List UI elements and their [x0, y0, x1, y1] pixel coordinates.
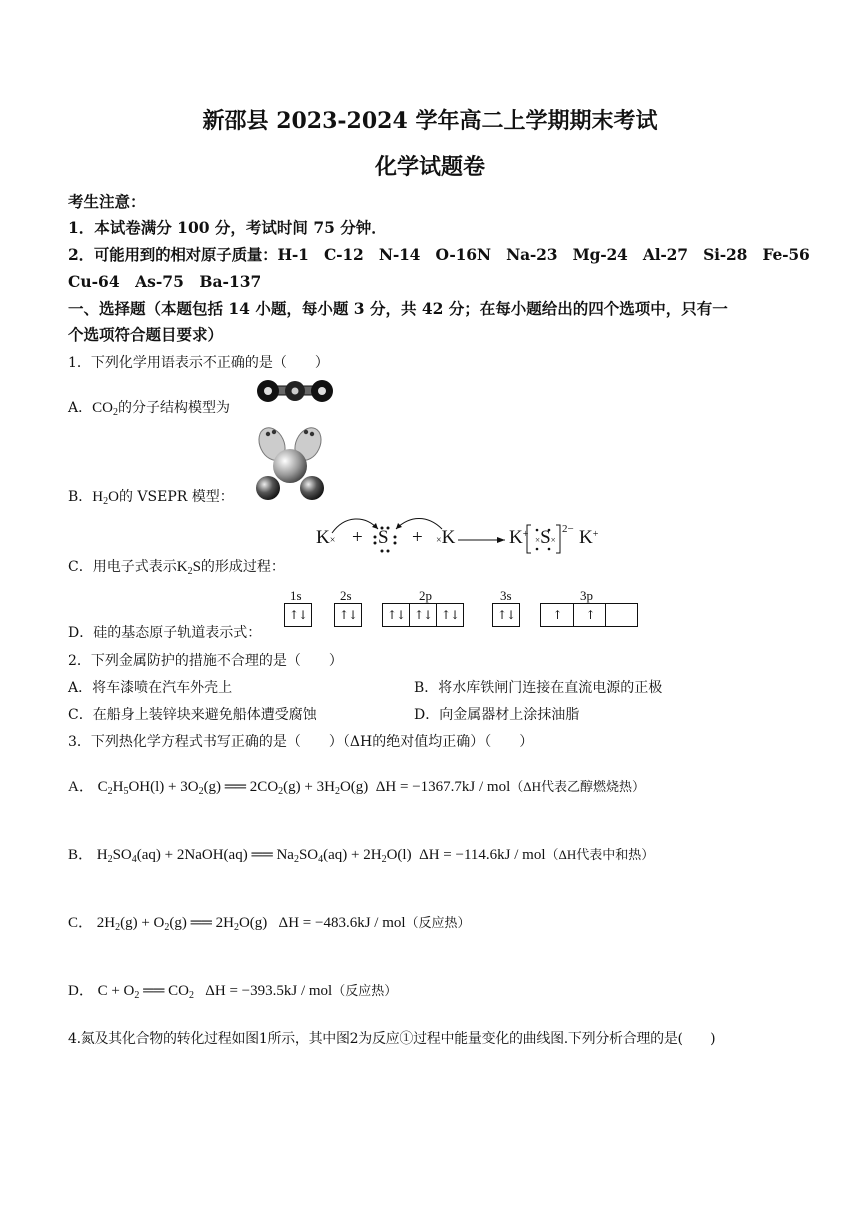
- empty-orbital: [605, 604, 638, 626]
- sulfide-charge: 2−: [562, 523, 574, 535]
- q1-stem: 1．下列化学用语表示不正确的是（ ）: [68, 355, 329, 371]
- label-1s: 1s: [290, 588, 302, 603]
- exam-subtitle: 化学试题卷: [374, 154, 485, 180]
- electron-single: ↑: [573, 604, 606, 626]
- q1-option-a: A．$CO_2$的分子结构模型为: [68, 400, 230, 418]
- label-3p: 3p: [580, 588, 593, 603]
- plus-sign-1: +: [352, 527, 363, 548]
- notice-heading: 考生注意：: [68, 192, 146, 211]
- orbital-2s: [334, 603, 362, 627]
- q3-option-d: D． $C + O_2$ ══ $CO_2$ ΔH = −393.5kJ / mol（反应热）: [68, 983, 398, 1001]
- q3-option-c: C． $2H_2(g) + O_2(g)$ ══ $2H_2O(g) \Delta H = -483.6kJ / mol$（反应热）: [68, 915, 471, 933]
- sulfide-ion: ×S×: [535, 527, 556, 548]
- notice-line-2: 2．可能用到的相对原子质量：H-1 C-12 N-14 O-16N Na-23 Mg-24 Al-27 Si-28 Fe-56: [68, 245, 810, 264]
- notice-line-2-cont: Cu-64 As-75 Ba-137: [68, 272, 262, 291]
- co2-ball-stick-model: [255, 378, 335, 404]
- section-heading-cont: 个选项符合题目要求）: [68, 325, 224, 344]
- q2-option-b: B．将水库铁闸门连接在直流电源的正极: [414, 680, 663, 696]
- electron-pair: ↑↓: [409, 604, 436, 626]
- electron-single: ↑: [552, 608, 562, 622]
- notice-line-1: 1．本试卷满分 100 分，考试时间 75 分钟．: [68, 218, 387, 237]
- section-heading: 一、选择题（本题包括 14 小题，每小题 3 分，共 42 分；在每小题给出的四个选项中，只有一: [68, 299, 728, 318]
- plus-sign-2: +: [412, 527, 423, 548]
- orbital-1s: [284, 603, 312, 627]
- q3-option-a: A． $C_2H_5OH(l) + 3O_2(g)$ ══ $2CO_2(g) + 3H_2O(g) \Delta H = -1367.7kJ / mol(\Delta H$代表乙醇燃烧热）: [68, 779, 646, 797]
- q2-stem: 2．下列金属防护的措施不合理的是（ ）: [68, 653, 343, 669]
- q4-stem: 4.氮及其化合物的转化过程如图1所示，其中图2为反应①过程中能量变化的曲线图.下列分析合理的是( ): [68, 1031, 716, 1047]
- electron-pair: ↑↓: [338, 608, 358, 622]
- electron-pair: ↑↓: [386, 608, 406, 622]
- k-atom-left: K×: [316, 527, 336, 548]
- electron-pair: ↑↓: [288, 608, 308, 622]
- k-ion-right: K+: [579, 527, 599, 548]
- label-2s: 2s: [340, 588, 352, 603]
- q2-option-a: A．将车漆喷在汽车外壳上: [68, 680, 233, 696]
- orbital-3p: [540, 603, 638, 627]
- exam-title: 新邵县 2023-2024 学年高二上学期期末考试: [202, 108, 658, 134]
- label-3s: 3s: [500, 588, 512, 603]
- q2-option-c: C．在船身上装锌块来避免船体遭受腐蚀: [68, 707, 317, 723]
- orbital-3s: [492, 603, 520, 627]
- label-2p: 2p: [419, 588, 432, 603]
- q1-option-b: B．$H_2O$的 VSEPR 模型：: [68, 489, 234, 507]
- q3-stem: 3．下列热化学方程式书写正确的是（ ）（ΔH的绝对值均正确）（ ）: [68, 734, 534, 750]
- q2-option-d: D．向金属器材上涂抹油脂: [414, 707, 580, 723]
- q3-option-b: B． $H_2SO_4(aq)$ + 2NaOH(aq) ══ $Na_2SO_4(aq) + 2H_2O(l) \Delta H = -114.6kJ / mol(\Delta H$代表中和热）: [68, 847, 655, 865]
- q1-option-d: D．硅的基态原子轨道表示式：: [68, 625, 262, 641]
- electron-pair: ↑↓: [496, 608, 516, 622]
- s-atom: S: [378, 527, 389, 548]
- si-orbital-diagram: [284, 588, 640, 638]
- k-ion-left: K+: [509, 527, 529, 548]
- h2o-vsepr-model: [250, 420, 330, 502]
- orbital-2p: [382, 603, 464, 627]
- q1-option-c: C．用电子式表示$K_2S$的形成过程：: [68, 559, 285, 577]
- k-atom-right: ×K: [436, 527, 456, 548]
- electron-pair: ↑↓: [436, 604, 463, 626]
